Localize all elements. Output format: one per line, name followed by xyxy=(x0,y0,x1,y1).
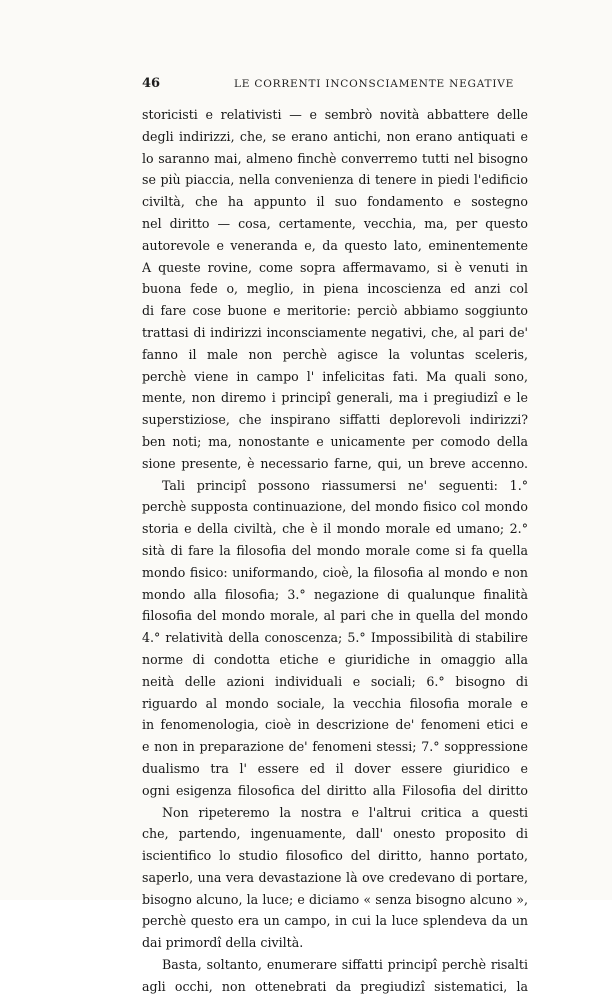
text-line: mente, non diremo i principî generali, ma i pregiudizî e le xyxy=(142,390,528,406)
text-line: perchè viene in campo l' infelicitas fati. Ma quali sono, xyxy=(142,368,528,384)
text-line: ogni esigenza filosofica del diritto alla Filosofia del diritto xyxy=(142,782,528,798)
text-line: neità delle azioni individuali e sociali; 6.° bisogno di xyxy=(142,673,528,689)
text-line: dai primordî della civiltà. xyxy=(142,935,304,951)
body-text xyxy=(142,104,528,998)
text-line: mondo alla filosofia; 3.° negazione di qualunque finalità xyxy=(142,586,528,602)
page-header xyxy=(142,76,528,92)
text-line: degli indirizzi, che, se erano antichi, non erano antiquati e xyxy=(142,128,528,144)
text-line: in fenomenologia, cioè in descrizione de' fenomeni etici e xyxy=(142,717,528,733)
text-line: mondo fisico: uniformando, cioè, la filosofia al mondo e non xyxy=(142,564,528,580)
text-line: perchè questo era un campo, in cui la luce splendeva da un xyxy=(142,913,528,929)
text-line: e non in preparazione de' fenomeni stessi; 7.° soppressione xyxy=(142,739,528,755)
text-line: lo saranno mai, almeno finchè converremo tutti nel bisogno xyxy=(142,150,528,166)
text-line: superstiziose, che inspirano siffatti deplorevoli indirizzi? xyxy=(142,412,528,428)
text-line: di fare cose buone e meritorie: perciò abbiamo soggiunto xyxy=(142,303,528,319)
text-line: civiltà, che ha appunto il suo fondamento e sostegno xyxy=(142,194,528,210)
running-head: LE CORRENTI INCONSCIAMENTE NEGATIVE xyxy=(234,78,515,90)
text-line: 4.° relatività della conoscenza; 5.° Impossibilità di stabilire xyxy=(142,630,528,646)
text-line: storicisti e relativisti — e sembrò novità abbattere delle xyxy=(142,107,528,122)
text-line: filosofia del mondo morale, al pari che in quella del mondo xyxy=(142,608,528,624)
text-line: autorevole e veneranda e, da questo lato, eminentemente xyxy=(142,237,528,253)
page-number: 46 xyxy=(142,76,161,91)
text-line: sità di fare la filosofia del mondo morale come si fa quella xyxy=(142,542,528,558)
text-line: fanno il male non perchè agisce la voluntas sceleris, xyxy=(142,346,528,362)
text-line: Non ripeteremo la nostra e l'altrui critica a questi xyxy=(162,804,528,820)
text-line: Tali principî possono riassumersi ne' seguenti: 1.° xyxy=(162,477,528,493)
text-line: riguardo al mondo sociale, la vecchia filosofia morale e xyxy=(142,695,528,711)
text-line: ben noti; ma, nonostante e unicamente per comodo della xyxy=(142,433,528,449)
text-line: dualismo tra l' essere ed il dover essere giuridico e xyxy=(142,760,528,776)
text-line: nel diritto — cosa, certamente, vecchia, ma, per questo xyxy=(142,215,528,231)
text-line: Basta, soltanto, enumerare siffatti principî perchè risalti xyxy=(162,957,528,973)
text-line: trattasi di indirizzi inconsciamente negativi, che, al pari de' xyxy=(142,324,528,340)
text-line: sione presente, è necessario farne, qui, un breve accenno. xyxy=(142,455,528,471)
text-line: norme di condotta etiche e giuridiche in omaggio alla xyxy=(142,651,528,667)
text-line: che, partendo, ingenuamente, dall' onesto proposito di xyxy=(142,826,528,842)
text-line: perchè supposta continuazione, del mondo fisico col mondo xyxy=(142,499,528,515)
text-line: se più piaccia, nella convenienza di tenere in piedi l'edificio xyxy=(142,172,528,188)
text-line: agli occhi, non ottenebrati da pregiudizî sistematici, la xyxy=(142,978,528,994)
text-line: storia e della civiltà, che è il mondo morale ed umano; 2.° xyxy=(142,521,528,537)
text-line: bisogno alcuno, la luce; e diciamo « senza bisogno alcuno », xyxy=(142,891,528,907)
text-line: buona fede o, meglio, in piena incoscienza ed anzi col xyxy=(142,281,528,297)
text-line: saperlo, una vera devastazione là ove credevano di portare, xyxy=(142,869,528,885)
text-line: A queste rovine, come sopra affermavamo, si è venuti in xyxy=(142,259,528,275)
text-line: iscientifico lo studio filosofico del diritto, hanno portato, xyxy=(142,848,528,864)
